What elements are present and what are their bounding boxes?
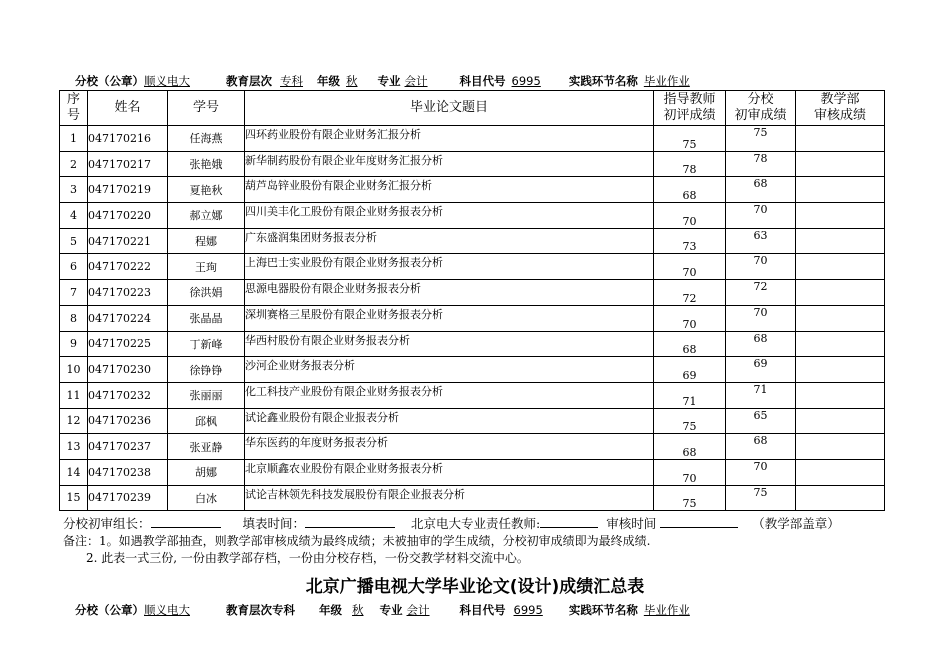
table-row: [60, 126, 885, 152]
dept-score: [796, 485, 885, 511]
student-id: 047170221: [88, 228, 168, 254]
note-2: 2. 此表一式三份, 一份由教学部存档，一份由分校存档，一份交教学材料交流中心。: [86, 551, 529, 565]
thesis-title: 广东盛润集团财务报表分析: [245, 228, 654, 254]
dept-score: [796, 280, 885, 306]
student-name: 张艳娥: [168, 151, 245, 177]
student-id: 047170225: [88, 331, 168, 357]
table-row: [60, 408, 885, 434]
date-blank: [305, 515, 395, 528]
form-header-2: [75, 602, 750, 618]
row-number: 3: [60, 177, 88, 203]
thesis-title: 新华制药股份有限企业年度财务汇报分析: [245, 151, 654, 177]
row-number: 15: [60, 485, 88, 511]
dept-score: [796, 434, 885, 460]
practice-label: 实践环节名称: [568, 74, 638, 88]
row-number: 6: [60, 254, 88, 280]
student-id: 047170230: [88, 357, 168, 383]
advisor-score: 75: [654, 126, 726, 152]
student-name: 张丽丽: [168, 382, 245, 408]
table-row: [60, 177, 885, 203]
table-row: [60, 382, 885, 408]
student-name: 张晶晶: [168, 305, 245, 331]
branch-score: 70: [726, 459, 796, 485]
dept-score: [796, 382, 885, 408]
major-label-2: 专业: [379, 603, 403, 617]
row-number: 14: [60, 459, 88, 485]
grades-table: [59, 90, 885, 511]
row-number: 2: [60, 151, 88, 177]
advisor-score: 68: [654, 434, 726, 460]
review-time-label: 审核时间: [606, 516, 657, 531]
branch-value: 顺义电大: [144, 74, 190, 88]
dept-score: [796, 305, 885, 331]
advisor-score: 70: [654, 254, 726, 280]
branch-value-2: 顺义电大: [144, 603, 190, 617]
col-header-dept-score: 教学部 审核成绩: [796, 91, 885, 126]
dept-score: [796, 408, 885, 434]
branch-label-2: 分校（公章）: [75, 603, 144, 617]
student-id: 047170236: [88, 408, 168, 434]
student-name: 丁新峰: [168, 331, 245, 357]
student-name: 白冰: [168, 485, 245, 511]
branch-score: 78: [726, 151, 796, 177]
thesis-title: 沙河企业财务报表分析: [245, 357, 654, 383]
branch-score: 70: [726, 305, 796, 331]
row-number: 12: [60, 408, 88, 434]
second-form-title: 北京广播电视大学毕业论文(设计)成绩汇总表: [305, 577, 645, 597]
table-row: [60, 280, 885, 306]
advisor-score: 75: [654, 408, 726, 434]
note-1: 备注：1。如遇教学部抽查，则教学部审核成绩为最终成绩；未被抽审的学生成绩，分校初审成绩即为最终成绩.: [63, 534, 651, 548]
major-label: 专业: [377, 74, 401, 88]
branch-label: 分校（公章）: [75, 74, 144, 88]
student-name: 徐铮铮: [168, 357, 245, 383]
row-number: 7: [60, 280, 88, 306]
col-header-title: 毕业论文题目: [245, 91, 654, 126]
col-header-student-id: 学号: [168, 91, 245, 126]
level-value-2: 专科: [272, 603, 296, 617]
col-header-branch-score: 分校 初审成绩: [726, 91, 796, 126]
student-id: 047170232: [88, 382, 168, 408]
level-label: 教育层次: [226, 74, 273, 88]
dept-score: [796, 177, 885, 203]
table-row: [60, 151, 885, 177]
row-number: 9: [60, 331, 88, 357]
table-row: [60, 434, 885, 460]
teacher-label: 北京电大专业责任教师:: [411, 516, 541, 531]
advisor-score: 70: [654, 305, 726, 331]
branch-score: 75: [726, 126, 796, 152]
branch-score: 72: [726, 280, 796, 306]
advisor-score: 75: [654, 485, 726, 511]
grade-label-2: 年级: [319, 603, 343, 617]
thesis-title: 试论鑫业股份有限企业报表分析: [245, 408, 654, 434]
practice-label-2: 实践环节名称: [568, 603, 638, 617]
thesis-title: 深圳赛格三星股份有限企业财务报表分析: [245, 305, 654, 331]
dept-score: [796, 254, 885, 280]
table-row: [60, 254, 885, 280]
student-id: 047170223: [88, 280, 168, 306]
student-name: 邱枫: [168, 408, 245, 434]
student-id: 047170237: [88, 434, 168, 460]
dept-score: [796, 126, 885, 152]
student-name: 程娜: [168, 228, 245, 254]
dept-score: [796, 228, 885, 254]
practice-value: 毕业作业: [643, 74, 690, 88]
dept-score: [796, 357, 885, 383]
student-name: 任海燕: [168, 126, 245, 152]
row-number: 8: [60, 305, 88, 331]
advisor-score: 70: [654, 203, 726, 229]
dept-score: [796, 203, 885, 229]
level-value: 专科: [280, 74, 304, 88]
grade-value-2: 秋: [352, 603, 364, 617]
col-header-no: 序 号: [60, 91, 88, 126]
table-header-row: [60, 91, 885, 126]
student-id: 047170220: [88, 203, 168, 229]
branch-score: 63: [726, 228, 796, 254]
student-name: 郝立娜: [168, 203, 245, 229]
thesis-title: 北京顺鑫农业股份有限企业财务报表分析: [245, 459, 654, 485]
branch-score: 70: [726, 203, 796, 229]
stamp-note: （教学部盖章）: [752, 516, 840, 531]
major-value-2: 会计: [406, 603, 430, 617]
dept-score: [796, 151, 885, 177]
table-row: [60, 459, 885, 485]
advisor-score: 69: [654, 357, 726, 383]
student-name: 夏艳秋: [168, 177, 245, 203]
grade-label: 年级: [317, 74, 341, 88]
dept-score: [796, 459, 885, 485]
thesis-title: 华东医药的年度财务报表分析: [245, 434, 654, 460]
advisor-score: 71: [654, 382, 726, 408]
thesis-title: 四环药业股份有限企业财务汇报分析: [245, 126, 654, 152]
student-id: 047170238: [88, 459, 168, 485]
thesis-title: 华西村股份有限企业财务报表分析: [245, 331, 654, 357]
row-number: 4: [60, 203, 88, 229]
table-row: [60, 357, 885, 383]
col-header-advisor-score: 指导教师 初评成绩: [654, 91, 726, 126]
row-number: 10: [60, 357, 88, 383]
advisor-score: 68: [654, 331, 726, 357]
student-name: 张亚静: [168, 434, 245, 460]
form-header: [75, 73, 752, 89]
leader-label: 分校初审组长：: [63, 516, 151, 531]
thesis-title: 四川美丰化工股份有限企业财务报表分析: [245, 203, 654, 229]
student-id: 047170239: [88, 485, 168, 511]
advisor-score: 70: [654, 459, 726, 485]
table-row: [60, 331, 885, 357]
advisor-score: 72: [654, 280, 726, 306]
branch-score: 68: [726, 434, 796, 460]
date-label: 填表时间：: [242, 516, 306, 531]
code-label: 科目代号: [459, 74, 506, 88]
teacher-blank: [540, 515, 598, 528]
student-id: 047170217: [88, 151, 168, 177]
signature-line: [63, 514, 840, 532]
student-name: 胡娜: [168, 459, 245, 485]
advisor-score: 73: [654, 228, 726, 254]
code-label-2: 科目代号: [459, 603, 506, 617]
table-row: [60, 485, 885, 511]
table-row: [60, 228, 885, 254]
branch-score: 69: [726, 357, 796, 383]
row-number: 13: [60, 434, 88, 460]
student-id: 047170219: [88, 177, 168, 203]
student-name: 徐洪娟: [168, 280, 245, 306]
table-row: [60, 305, 885, 331]
branch-score: 65: [726, 408, 796, 434]
code-value-2: 6995: [513, 603, 543, 617]
branch-score: 70: [726, 254, 796, 280]
student-id: 047170222: [88, 254, 168, 280]
practice-value-2: 毕业作业: [643, 603, 690, 617]
advisor-score: 78: [654, 151, 726, 177]
branch-score: 75: [726, 485, 796, 511]
grade-value: 秋: [346, 74, 358, 88]
dept-score: [796, 331, 885, 357]
student-name: 王珣: [168, 254, 245, 280]
col-header-name: 姓名: [88, 91, 168, 126]
row-number: 1: [60, 126, 88, 152]
level-label-2: 教育层次: [226, 603, 273, 617]
branch-score: 68: [726, 177, 796, 203]
branch-score: 68: [726, 331, 796, 357]
review-time-blank: [660, 515, 738, 528]
student-id: 047170224: [88, 305, 168, 331]
thesis-title: 思源电器股份有限企业财务报表分析: [245, 280, 654, 306]
row-number: 5: [60, 228, 88, 254]
thesis-title: 化工科技产业股份有限企业财务报表分析: [245, 382, 654, 408]
major-value: 会计: [404, 74, 428, 88]
leader-blank: [151, 515, 221, 528]
thesis-title: 试论吉林领先科技发展股份有限企业报表分析: [245, 485, 654, 511]
thesis-title: 葫芦岛锌业股份有限企业财务汇报分析: [245, 177, 654, 203]
branch-score: 71: [726, 382, 796, 408]
table-row: [60, 203, 885, 229]
code-value: 6995: [511, 74, 541, 88]
row-number: 11: [60, 382, 88, 408]
advisor-score: 68: [654, 177, 726, 203]
thesis-title: 上海巴士实业股份有限企业财务报表分析: [245, 254, 654, 280]
student-id: 047170216: [88, 126, 168, 152]
